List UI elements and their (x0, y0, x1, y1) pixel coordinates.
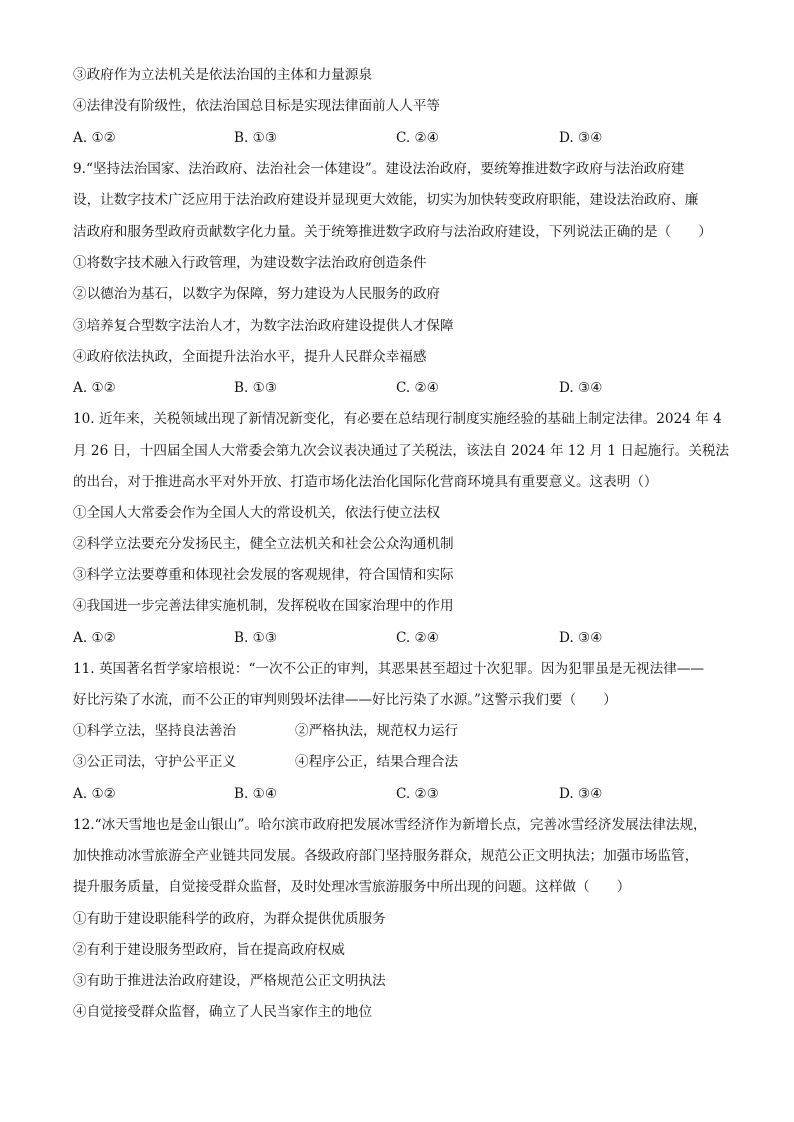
q11-option-1: ①科学立法，坚持良法善治 (73, 723, 237, 739)
q9-stem-line-3: 洁政府和服务型政府贡献数字化力量。关于统筹推进数字政府与法治政府建设，下列说法正确的是（ ） (73, 224, 712, 240)
q11-options-row-2 (73, 750, 733, 774)
q12-option-2: ②有利于建设服务型政府，旨在提高政府权威 (73, 942, 345, 958)
q9-choice-b: B. ①③ (234, 380, 278, 396)
q11-choice-a: A. ①② (73, 786, 116, 802)
q9-choices (73, 376, 733, 400)
q10-stem-line-2: 月 26 日，十四届全国人大常委会第九次会议表决通过了关税法，该法自 2024 年 12 月 1 日起施行。关税法 (73, 443, 730, 459)
q12-option-1: ①有助于建设职能科学的政府，为群众提供优质服务 (73, 911, 386, 927)
q10-choices (73, 626, 733, 650)
q8-choice-b: B. ①③ (234, 130, 278, 146)
q12-option-3: ③有助于推进法治政府建设，严格规范公正文明执法 (73, 973, 386, 989)
q10-option-4: ④我国进一步完善法律实施机制，发挥税收在国家治理中的作用 (73, 598, 454, 614)
q11-choice-b: B. ①④ (234, 786, 278, 802)
q11-stem-line-2: 好比污染了水流，而不公正的审判则毁坏法律——好比污染了水源。”这警示我们要（ ） (73, 692, 617, 708)
q12-option-4: ④自觉接受群众监督，确立了人民当家作主的地位 (73, 1004, 373, 1020)
q12-stem-line-3: 提升服务质量，自觉接受群众监督，及时处理冰雪旅游服务中所出现的问题。这样做（ ） (73, 879, 631, 895)
q11-option-4: ④程序公正，结果合理合法 (295, 754, 459, 770)
q11-options-row-1 (73, 719, 733, 743)
q10-option-2: ②科学立法要充分发扬民主，健全立法机关和社会公众沟通机制 (73, 536, 454, 552)
q12-stem-line-1: 12.“冰天雪地也是金山银山”。哈尔滨市政府把发展冰雪经济作为新增长点，完善冰雪经济发展法律法规， (73, 817, 707, 833)
q9-choice-a: A. ①② (73, 380, 116, 396)
q10-choice-c: C. ②④ (396, 630, 439, 646)
q11-choice-d: D. ③④ (559, 786, 603, 802)
q8-choices (73, 126, 733, 150)
q10-stem-line-1: 10. 近年来，关税领域出现了新情况新变化，有必要在总结现行制度实施经验的基础上制定法律。2024 年 4 (73, 411, 722, 427)
q8-option-4: ④法律没有阶级性，依法治国总目标是实现法律面前人人平等 (73, 98, 441, 114)
q10-option-1: ①全国人大常委会作为全国人大的常设机关，依法行使立法权 (73, 505, 441, 521)
q10-choice-a: A. ①② (73, 630, 116, 646)
q10-stem-line-3: 的出台，对于推进高水平对外开放、打造市场化法治化国际化营商环境具有重要意义。这表明（） (73, 474, 658, 490)
q11-stem-line-1: 11. 英国著名哲学家培根说：“一次不公正的审判，其恶果甚至超过十次犯罪。因为犯罪虽是无视法律—— (73, 661, 705, 677)
q8-option-3: ③政府作为立法机关是依法治国的主体和力量源泉 (73, 67, 373, 83)
q9-stem-line-1: 9.“坚持法治国家、法治政府、法治社会一体建设”。建设法治政府，要统筹推进数字政府与法治政府建 (73, 161, 685, 177)
q9-option-4: ④政府依法执政，全面提升法治水平，提升人民群众幸福感 (73, 349, 427, 365)
q11-choice-c: C. ②③ (396, 786, 439, 802)
q9-stem-line-2: 设，让数字技术广泛应用于法治政府建设并显现更大效能，切实为加快转变政府职能，建设法治政府、廉 (73, 192, 699, 208)
q9-option-1: ①将数字技术融入行政管理，为建设数字法治政府创造条件 (73, 255, 427, 271)
q8-choice-d: D. ③④ (559, 130, 603, 146)
q9-choice-c: C. ②④ (396, 380, 439, 396)
q9-option-3: ③培养复合型数字法治人才，为数字法治政府建设提供人才保障 (73, 318, 454, 334)
q8-choice-a: A. ①② (73, 130, 116, 146)
q8-choice-c: C. ②④ (396, 130, 439, 146)
q10-option-3: ③科学立法要尊重和体现社会发展的客观规律，符合国情和实际 (73, 567, 454, 583)
q12-stem-line-2: 加快推动冰雪旅游全产业链共同发展。各级政府部门坚持服务群众，规范公正文明执法；加强市场监管， (73, 848, 699, 864)
q11-option-2: ②严格执法，规范权力运行 (295, 723, 459, 739)
q10-choice-d: D. ③④ (559, 630, 603, 646)
q9-choice-d: D. ③④ (559, 380, 603, 396)
q9-option-2: ②以德治为基石，以数字为保障，努力建设为人民服务的政府 (73, 286, 441, 302)
q10-choice-b: B. ①③ (234, 630, 278, 646)
q11-option-3: ③公正司法，守护公平正义 (73, 754, 237, 770)
q11-choices (73, 782, 733, 806)
